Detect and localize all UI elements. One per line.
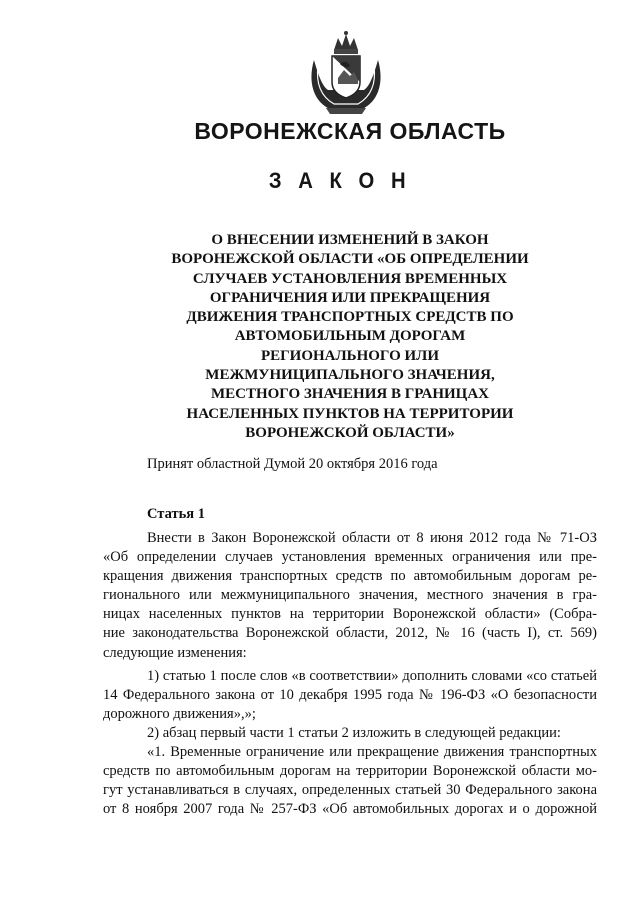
paragraph-line: гут устанавливаться в случаях, определенных статьей 30 Федерального закона xyxy=(103,782,597,799)
paragraph-line: 14 Федерального закона от 10 декабря 1995 года № 196-ФЗ «О безопасности xyxy=(103,687,597,704)
law-name-line: ВОРОНЕЖСКОЙ ОБЛАСТИ» xyxy=(245,424,455,441)
paragraph-line: Внести в Закон Воронежской области от 8 июня 2012 года № 71-ОЗ xyxy=(147,530,597,546)
paragraph-line: средств по автомобильным дорогам на территории Воронежской области мо- xyxy=(103,763,597,780)
item-1-paragraph xyxy=(103,667,597,724)
paragraph-line: 1) статью 1 после слов «в соответствии» дополнить словами «со статьей xyxy=(147,668,597,684)
paragraph-line: от 8 ноября 2007 года № 257-ФЗ «Об автомобильных дорогах и о дорожной xyxy=(103,801,597,818)
paragraph-line: дорожного движения»,»; xyxy=(103,706,256,723)
quoted-amendment-paragraph xyxy=(103,743,597,819)
paragraph-line: ницах населенных пунктов на территории Воронежской области» (Собра- xyxy=(103,606,597,623)
law-name-line: ДВИЖЕНИЯ ТРАНСПОРТНЫХ СРЕДСТВ ПО xyxy=(186,309,514,326)
law-name-heading xyxy=(140,231,560,443)
item-2-paragraph xyxy=(103,724,597,743)
law-name-line: НАСЕЛЕННЫХ ПУНКТОВ НА ТЕРРИТОРИИ xyxy=(186,405,514,422)
paragraph-line: 2) абзац первый части 1 статьи 2 изложить в следующей редакции: xyxy=(147,725,561,741)
law-name-line: МЕСТНОГО ЗНАЧЕНИЯ В ГРАНИЦАХ xyxy=(210,386,490,403)
law-name-line: МЕЖМУНИЦИПАЛЬНОГО ЗНАЧЕНИЯ, xyxy=(205,367,495,384)
law-name-line: О ВНЕСЕНИИ ИЗМЕНЕНИЙ В ЗАКОН xyxy=(211,232,489,248)
article-intro-paragraph xyxy=(103,529,597,663)
paragraph-line: ние законодательства Воронежской области, 2012, № 16 (часть I), ст. 569) xyxy=(103,625,597,642)
paragraph-line: гионального или межмуниципального значения, местного значения в гра- xyxy=(103,587,597,604)
paragraph-line: «Об определении случаев установления временных ограничения или пре- xyxy=(103,549,597,566)
law-title: З А К О Н xyxy=(268,168,412,193)
law-name-line: СЛУЧАЕВ УСТАНОВЛЕНИЯ ВРЕМЕННЫХ xyxy=(192,270,508,287)
paragraph-line: «1. Временные ограничение или прекращение движения транспортных xyxy=(147,744,597,760)
paragraph-line: кращения движения транспортных средств по автомобильным дорогам ре- xyxy=(103,568,597,585)
article-title: Статья 1 xyxy=(147,506,205,522)
paragraph-line: следующие изменения: xyxy=(103,644,247,661)
law-name-line: ОГРАНИЧЕНИЯ ИЛИ ПРЕКРАЩЕНИЯ xyxy=(209,289,491,306)
law-name-line: АВТОМОБИЛЬНЫМ ДОРОГАМ xyxy=(234,328,466,345)
coat-of-arms-icon xyxy=(304,30,388,114)
law-name-line: ВОРОНЕЖСКОЙ ОБЛАСТИ «ОБ ОПРЕДЕЛЕНИИ xyxy=(171,251,529,268)
region-title: ВОРОНЕЖСКАЯ ОБЛАСТЬ xyxy=(194,118,506,144)
adoption-note: Принят областной Думой 20 октября 2016 года xyxy=(147,456,438,472)
law-name-line: РЕГИОНАЛЬНОГО ИЛИ xyxy=(260,347,440,364)
